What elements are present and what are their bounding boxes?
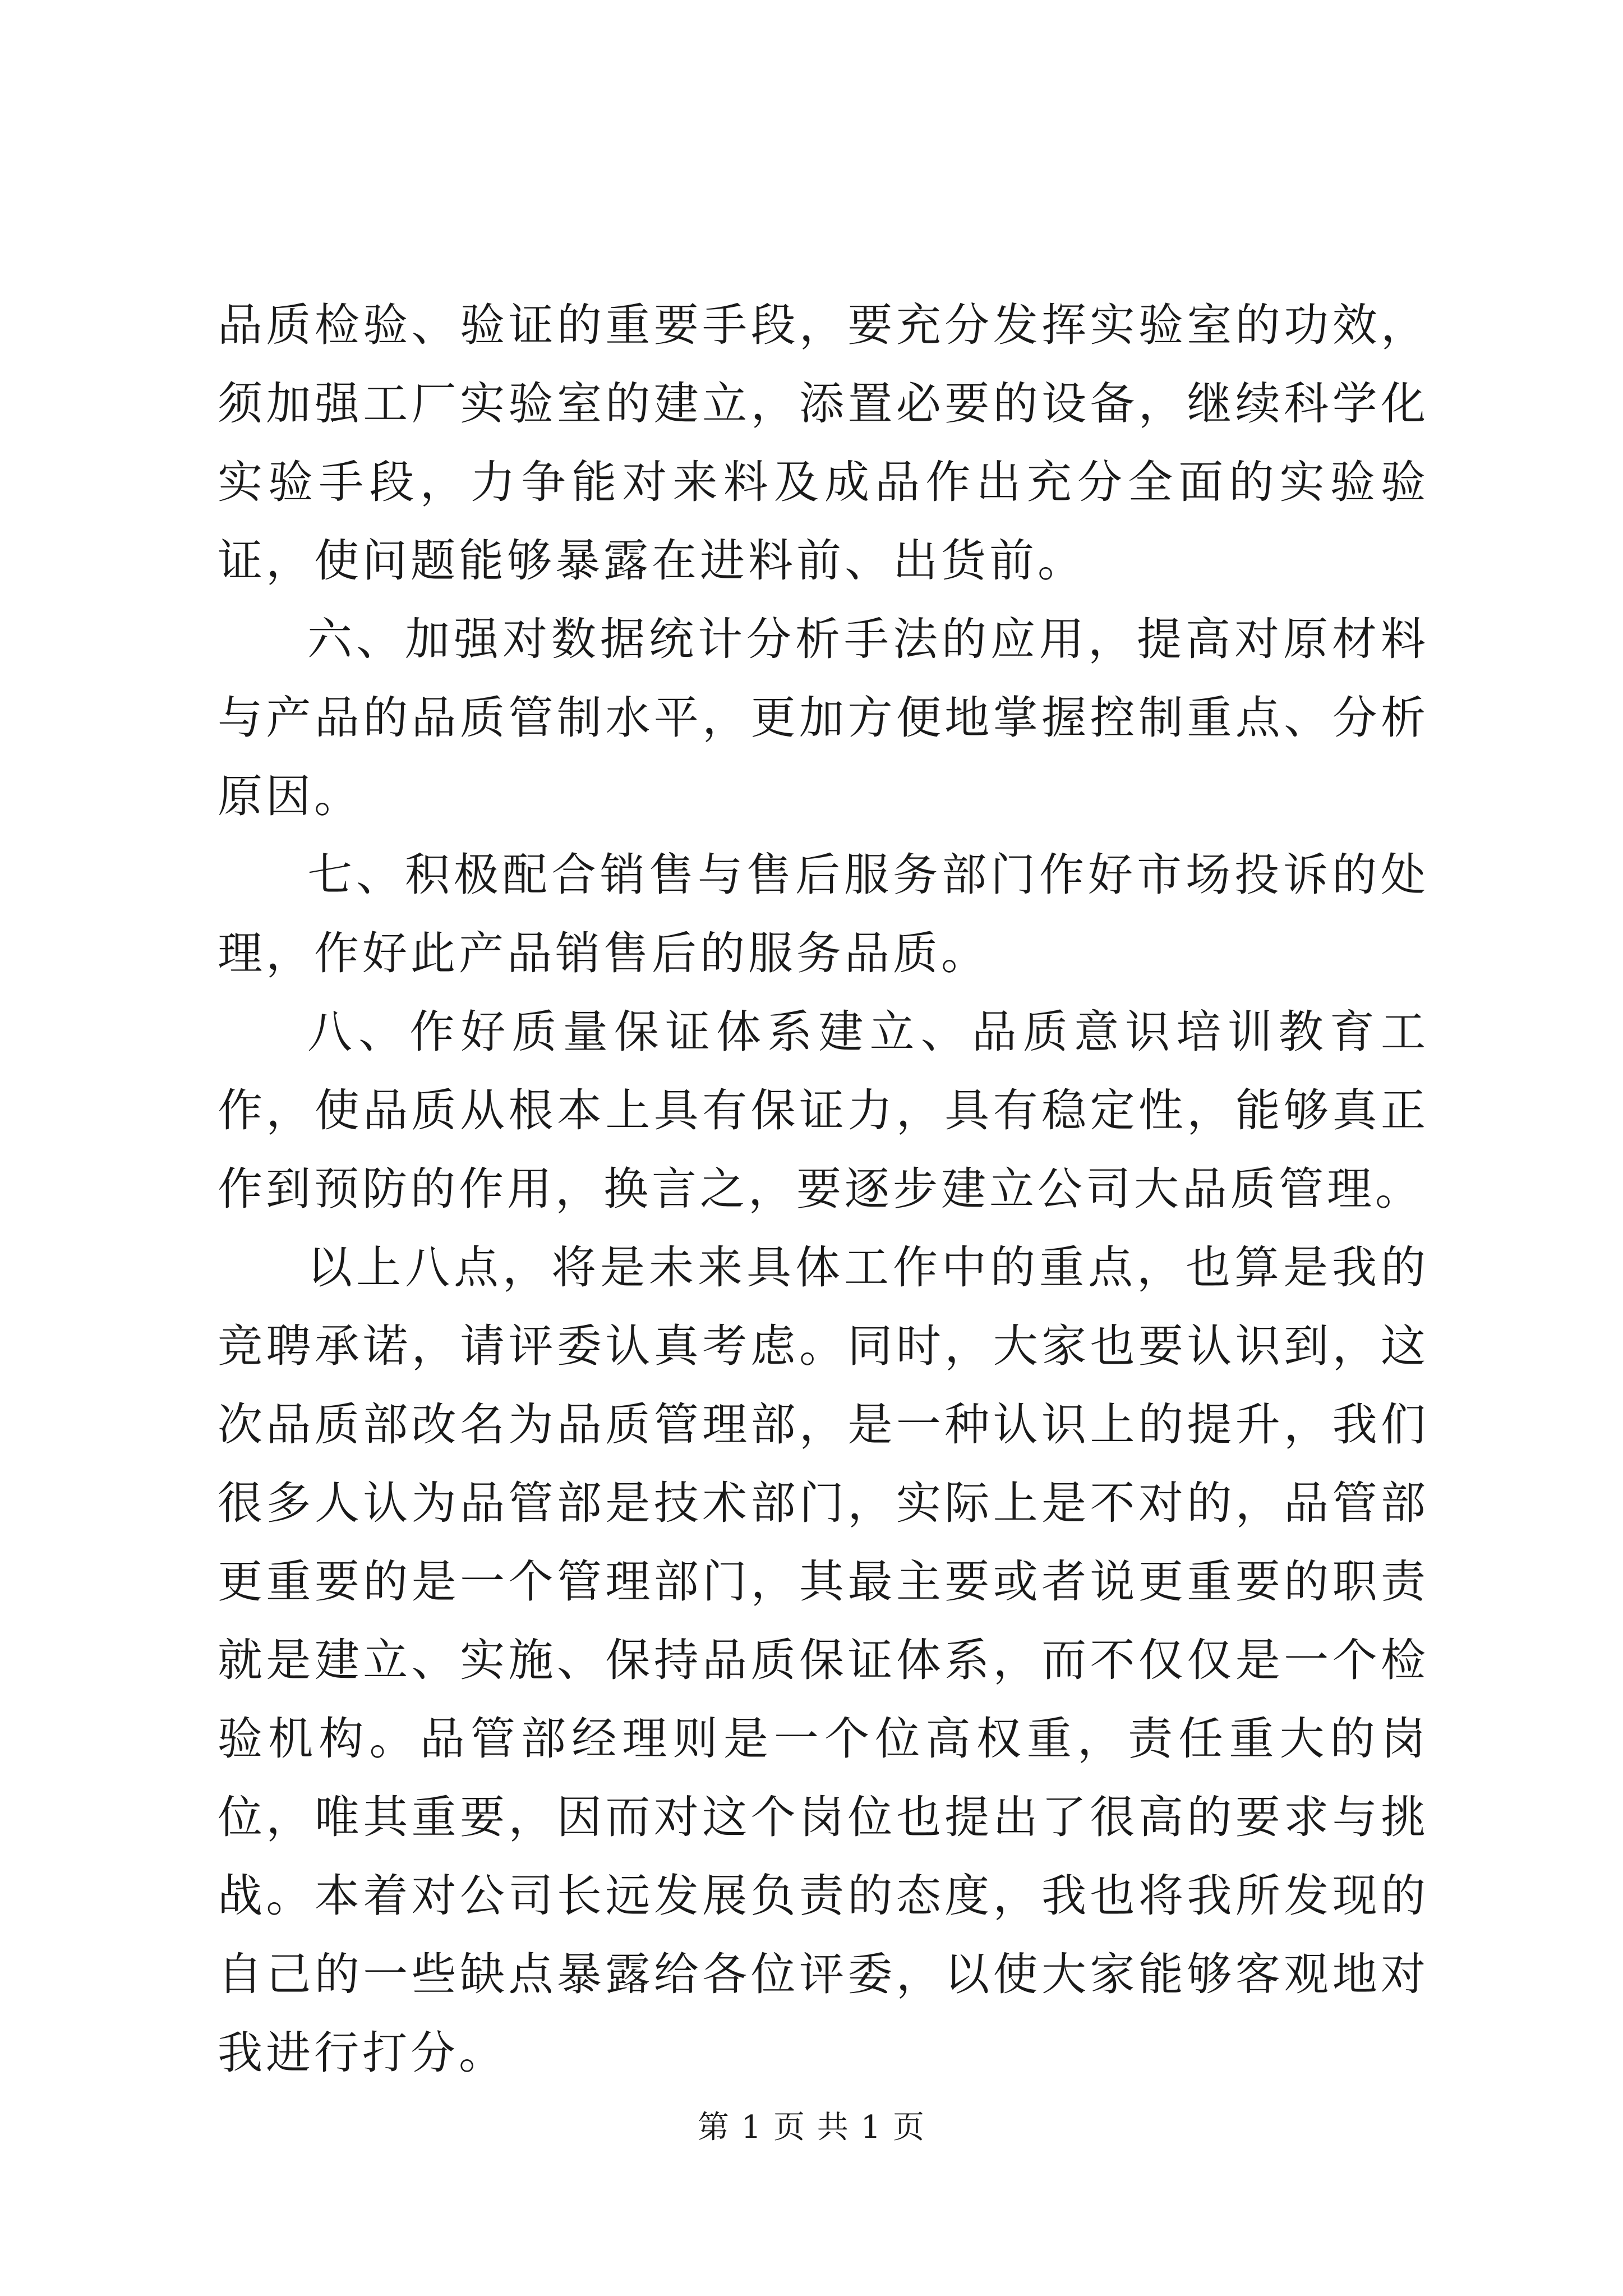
paragraph-item-8: 八、作好质量保证体系建立、品质意识培训教育工作，使品质从根本上具有保证力，具有稳定性，能够真正作到预防的作用，换言之，要逐步建立公司大品质管理。 [218,1006,1429,1215]
paragraph-item-6: 六、加强对数据统计分析手法的应用，提高对原材料与产品的品质管制水平，更加方便地掌握控制重点、分析原因。 [218,613,1429,822]
paragraph-continued: 品质检验、验证的重要手段，要充分发挥实验室的功效，须加强工厂实验室的建立，添置必要的设备，继续科学化实验手段，力争能对来料及成品作出充分全面的实验验证，使问题能够暴露在进料前、出货前。 [218,299,1429,587]
document-body [218,286,1429,2092]
paragraph-summary: 以上八点，将是未来具体工作中的重点，也算是我的竞聘承诺，请评委认真考虑。同时，大家也要认识到，这次品质部改名为品质管理部，是一种认识上的提升，我们很多人认为品管部是技术部门，实际上是不对的，品管部更重要的是一个管理部门，其最主要或者说更重要的职责就是建立、实施、保持品质保证体系，而不仅仅是一个检验机构。品管部经理则是一个位高权重，责任重大的岗位，唯其重要，因而对这个岗位也提出了很高的要求与挑战。本着对公司长远发展负责的态度，我也将我所发现的自己的一些缺点暴露给各位评委，以使大家能够客观地对我进行打分。 [218,1241,1429,2079]
paragraph-item-7: 七、积极配合销售与售后服务部门作好市场投诉的处理，作好此产品销售后的服务品质。 [218,849,1429,979]
page-footer: 第 1 页 共 1 页 [697,2109,926,2146]
